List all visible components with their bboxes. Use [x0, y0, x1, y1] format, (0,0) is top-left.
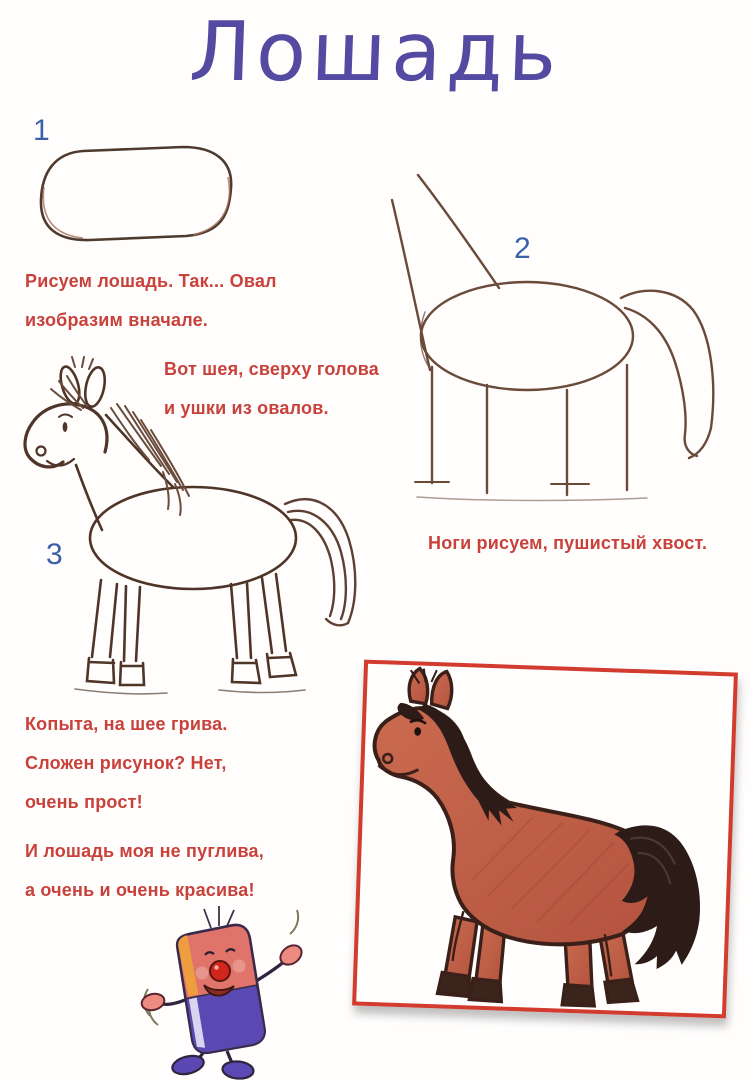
ears — [409, 668, 453, 708]
eraser-body — [176, 923, 267, 1055]
oval-outline — [41, 147, 231, 240]
neck-front — [76, 465, 102, 530]
head-outline — [25, 404, 107, 467]
step-2-sketch — [385, 162, 740, 512]
hoof — [562, 985, 595, 1006]
final-colored-horse — [356, 664, 734, 1015]
cheek-left — [196, 967, 209, 980]
body-oval — [90, 487, 296, 589]
caption-line: и ушки из овалов. — [164, 398, 329, 418]
ground-line — [75, 689, 305, 694]
eraser-mascot — [138, 903, 316, 1080]
hoof — [437, 972, 470, 996]
step-4-caption — [25, 705, 228, 822]
tail-outer — [621, 291, 713, 458]
eyebrow — [59, 415, 72, 418]
oval-second-stroke — [43, 177, 229, 238]
body-oval — [421, 282, 633, 390]
step-1-oval-sketch — [28, 132, 243, 257]
ears — [57, 365, 108, 409]
caption-line: Сложен рисунок? Нет, — [25, 753, 227, 773]
arm-right — [253, 960, 286, 983]
step-2-caption — [428, 524, 707, 563]
cheek-right — [233, 960, 246, 973]
caption-line: И лошадь моя не пуглива, — [25, 841, 264, 861]
hoof — [604, 978, 638, 1003]
caption-line: а очень и очень красива! — [25, 880, 255, 900]
step-2-number: 2 — [514, 232, 531, 265]
motion-arc-right — [290, 910, 298, 934]
tail-inner — [625, 308, 697, 456]
step-3-horse-sketch — [15, 356, 390, 703]
neck-line-back — [418, 175, 499, 288]
step-1-number: 1 — [33, 114, 50, 147]
caption-line: изобразим вначале. — [25, 310, 209, 330]
nose — [210, 961, 230, 981]
shoe-right — [222, 1060, 254, 1080]
caption-line: Вот шея, сверху голова — [164, 359, 379, 379]
caption-line: Рисуем лошадь. Так... Овал — [25, 271, 277, 291]
ground-line — [417, 497, 647, 501]
eye — [63, 422, 68, 432]
nostril — [37, 447, 46, 456]
caption-line: очень прост! — [25, 792, 143, 812]
hoof — [469, 978, 502, 1001]
step-1-caption — [25, 262, 277, 340]
horse-body — [368, 706, 657, 947]
legs — [87, 574, 296, 685]
tail — [285, 499, 355, 625]
caption-line: Копыта, на шее грива. — [25, 714, 228, 734]
nose-highlight — [214, 965, 218, 969]
caption-line: Ноги рисуем, пушистый хвост. — [428, 533, 708, 553]
hand-left — [140, 991, 166, 1012]
final-drawing-red-frame — [352, 660, 738, 1019]
poem-caption — [25, 832, 264, 910]
shoe-left — [170, 1053, 205, 1077]
mane — [51, 357, 189, 515]
page-title: Лошадь — [187, 5, 564, 100]
step-3-number: 3 — [46, 538, 63, 571]
neck-line-front — [392, 200, 430, 370]
